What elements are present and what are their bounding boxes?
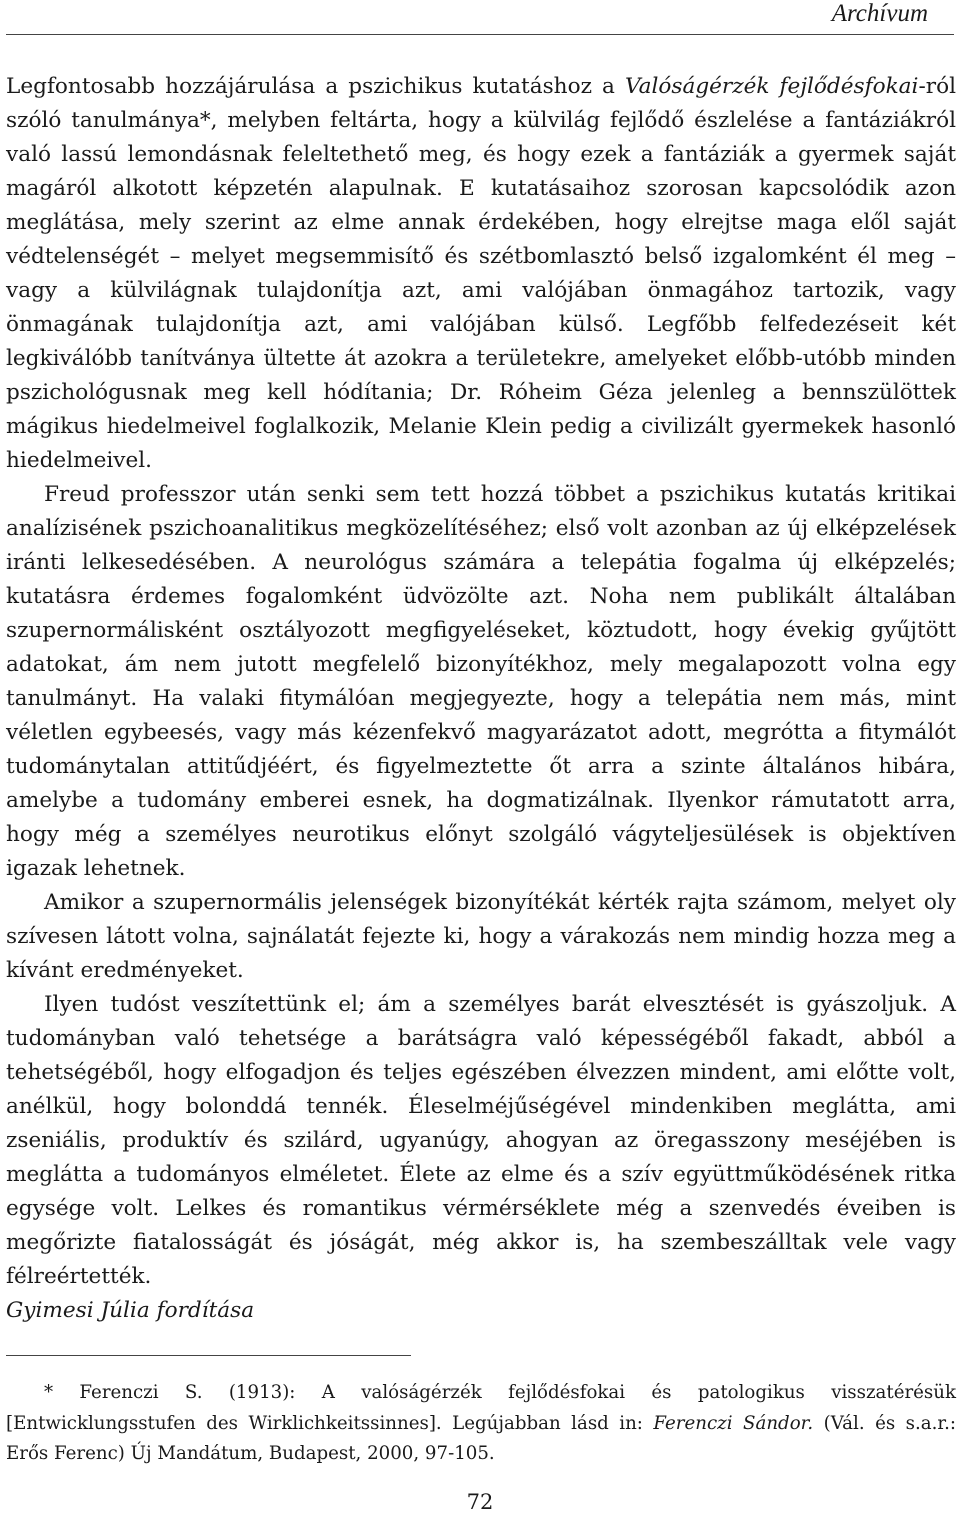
paragraph-4: Ilyen tudóst veszítettünk el; ám a személyes barát elvesztését is gyászoljuk. A tudományban való tehetsége a barátságra való képességéből fakadt, abból a tehetségéből, hogy elfogadjon és teljes egészében élvezzen mindent, ami előtte volt, anélkül, hogy bolonddá tennék. Éleselméjűségével mindenkiben meglátta, ami zseniális, produktív és szilárd, ugyanúgy, ahogyan az öregasszony meséjében is meglátta a tudományos elméletet. Élete az elme és a szív együttműködésének ritka egysége volt. Lelkes és romantikus vérmérséklete még a szenvedés éveiben is megőrizte fiatalosságát és jóságát, még akkor is, ha szembeszálltak vele vagy félreértették.: [6, 992, 956, 1289]
footnote-divider: [6, 1355, 411, 1356]
header-title: Archívum: [831, 0, 928, 27]
paragraph-2: Freud professzor után senki sem tett hozzá többet a pszichikus kutatás kritikai analízisének pszichoanalitikus megközelítéséhez; első volt azonban az új elképzelések iránti lelkesedésében. A neurológus számára a telepátia fogalma új elképzelés; kutatásra érdemes fogalomként üdvözölte azt. Noha nem publikált általában szupernormálisként osztályozott megfigyeléseket, köztudott, hogy évekig gyűjtött adatokat, ám nem jutott megfelelő bizonyítékhoz, mely megalapozott volna egy tanulmányt. Ha valaki fitymálóan megjegyezte, hogy a telepátia nem más, mint véletlen egybeesés, vagy más kézenfekvő magyarázatot adott, megrótta a fitymálót tudománytalan attitűdjéért, és figyelmeztette őt arra a szinte általános hibára, amelybe a tudomány emberei esnek, ha dogmatizálnak. Ilyenkor rámutatott arra, hogy még a személyes neurotikus előnyt szolgáló vágyteljesülések is objektíven igazak lehetnek.: [6, 482, 956, 881]
footnote-text: [6, 1378, 956, 1470]
page-number: 72: [466, 1490, 494, 1514]
translator-signature: Gyimesi Júlia fordítása: [6, 1298, 255, 1323]
paragraph-3: Amikor a szupernormális jelenségek bizonyítékát kérték rajta számom, melyet oly szívesen látott volna, sajnálatát fejezte ki, hogy a várakozás nem mindig hozza meg a kívánt eredményeket.: [6, 890, 956, 983]
footnote: [6, 1378, 956, 1470]
paragraph-1-italic-title: Valóságérzék fejlődésfokai: [624, 74, 919, 99]
paragraph-1-start: Legfontosabb hozzájárulása a pszichikus kutatáshoz a: [6, 74, 625, 99]
paragraph-1-rest: -ról szóló tanulmánya*, melyben feltárta, hogy a külvilág fejlődő észlelése a fantáziákról való lassú lemondásnak feleltethető meg, és hogy ezek a fantáziák a gyermek saját magáról alkotott képzetén alapulnak. E kutatásaihoz szorosan kapcsolódik azon meglátása, mely szerint az elme annak érdekében, hogy elrejtse maga elől saját védtelenségét – melyet megsemmisítő és szétbomlasztó belső izgalomként él meg – vagy a külvilágnak tulajdonítja azt, ami valójában önmagához tartozik, vagy önmagának tulajdonítja azt, ami valójában külső. Legfőbb felfedezéseit két legkiválóbb tanítványa ültette át azokra a területekre, amelyeket előbb-utóbb minden pszichológusnak meg kell hódítania; Dr. Róheim Géza jelenleg a bennszülöttek mágikus hiedelmeivel foglalkozik, Melanie Klein pedig a civilizált gyermekek hasonló hiedelmeivel.: [6, 74, 956, 473]
footnote-italic: Ferenczi Sándor.: [653, 1412, 814, 1434]
running-header: [6, 0, 954, 35]
footnote-end: (Vál. és s.a.r.: Erős Ferenc) Új Mandátum, Budapest, 2000, 97-105.: [6, 1412, 956, 1464]
footnote-start: * Ferenczi S. (1913): A valóságérzék fejlődésfokai és patologikus visszatérésük [Entwicklungsstufen des Wirklichkeitssinnes]. Legújabban lásd in:: [6, 1382, 956, 1434]
paragraph-1: [6, 70, 956, 478]
article-body: [6, 70, 956, 1328]
